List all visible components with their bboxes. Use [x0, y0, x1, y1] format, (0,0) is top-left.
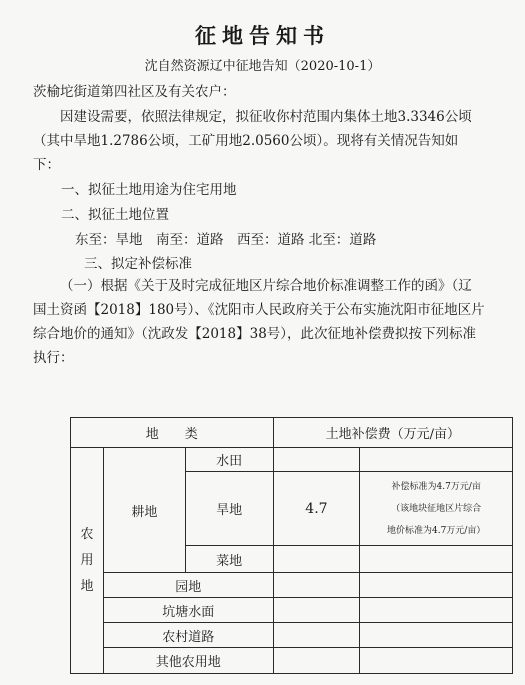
section-land-use: 一、拟征土地用途为住宅用地 [61, 182, 237, 198]
table-row [71, 598, 513, 623]
compensation-table [70, 417, 513, 674]
section-location: 二、拟征土地位置 [61, 207, 169, 223]
pond-water-surface: 坑塘水面 [103, 598, 273, 623]
group-farmland: 农 用 地 [71, 448, 104, 674]
table-row [71, 448, 513, 472]
table-row [71, 623, 513, 648]
boundaries-line: 东至：旱地 南至：道路 西至：道路 北至：道路 [75, 232, 377, 248]
garden-land: 园地 [103, 573, 273, 598]
addressee: 茨榆坨街道第四社区及有关农户： [33, 84, 236, 100]
table-row [71, 648, 513, 674]
table-row [71, 573, 513, 598]
vegetable-land: 菜地 [185, 546, 273, 573]
document-number: 沈自然资源辽中征地告知（2020-10-1） [144, 59, 381, 74]
standard-paragraph: （一）根据《关于及时完成征地区片综合地价标准调整工作的函》（辽国土资函【2018】180号）、《沈阳市人民政府关于公布实施沈阳市征地区片综合地价的通知》（沈政发【2018】38号），此次征地补偿费拟按下列标准执行： [33, 278, 485, 366]
paddy-field: 水田 [185, 448, 273, 472]
intro-paragraph: 因建设需要，依照法律规定，拟征收你村范围内集体土地3.3346公顷（其中旱地1.2786公顷，工矿用地2.0560公顷）。现将有关情况告知如下： [33, 109, 472, 173]
compensation-note: 补偿标准为4.7万元/亩 （该地块征地区片综合 地价标准为4.7万元/亩） [360, 472, 513, 546]
dry-land: 旱地 [185, 472, 273, 546]
rural-road: 农村道路 [103, 623, 273, 648]
dry-land-value: 4.7 [273, 472, 360, 546]
cultivated-land: 耕地 [103, 448, 185, 573]
header-land-type: 地 类 [71, 418, 274, 448]
section-compensation: 三、拟定补偿标准 [84, 256, 192, 272]
table-header-row [71, 418, 513, 448]
document-title: 征地告知书 [195, 23, 330, 48]
other-farmland: 其他农用地 [103, 648, 273, 674]
header-compensation: 土地补偿费（万元/亩） [273, 418, 512, 448]
